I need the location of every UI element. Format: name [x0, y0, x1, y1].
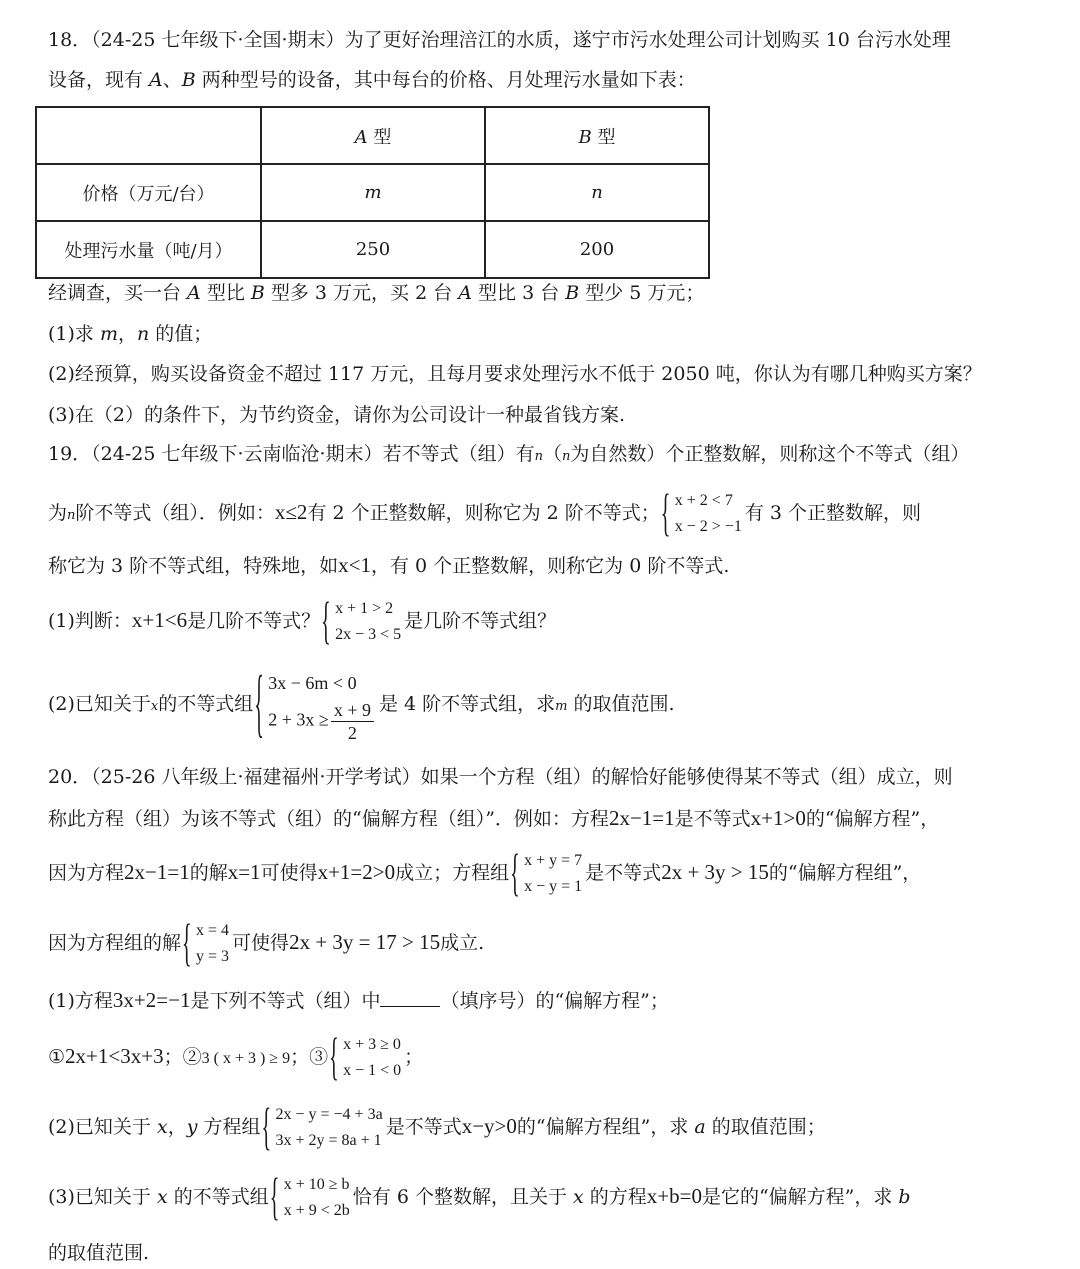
table-header-row [36, 107, 709, 164]
table-cell [36, 107, 261, 164]
q18-device-table [35, 106, 710, 279]
q19-line2: 为n阶不等式（组）．例如：x≤2有 2 个正整数解，则称它为 2 阶不等式； { x + 2 < 7 x − 2 > −1 有 3 个正整数解，则 [48, 486, 921, 542]
q20-p2-system: { 2x − y = −4 + 3a 3x + 2y = 8a + 1 [263, 1102, 382, 1154]
q19-p2-system: { 3x − 6m < 0 2 + 3x ≥ $\frac{x + 9}{2}$ [256, 667, 376, 744]
table-row [36, 221, 709, 278]
table-header-b: B 型 [485, 107, 709, 164]
table-cell: 250 [261, 221, 485, 278]
table-row [36, 164, 709, 221]
table-cell: 200 [485, 221, 709, 278]
q20-part1: (1)方程3x+2=−1是下列不等式（组）中 （填序号）的“偏解方程”； [48, 988, 669, 1012]
q18-survey: 经调查，买一台 A 型比 B 型多 3 万元，买 2 台 A 型比 3 台 B 型少 5 万元； [48, 282, 705, 304]
q18-part2: (2)经预算，购买设备资金不超过 117 万元，且每月要求处理污水不低于 2050 吨，你认为有哪几种购买方案？ [48, 363, 982, 385]
q19-part2: (2)已知关于x的不等式组 { 3x − 6m < 0 2 + 3x ≥ $\frac{x + 9}{2}$ 是 4 阶不等式组，求m 的取值范围. [48, 664, 675, 747]
q20-solution-system: { x = 4 y = 3 [184, 918, 229, 970]
q20-part3: (3)已知关于 x 的不等式组 { x + 10 ≥ b x + 9 < 2b 恰有 6 个整数解，且关于 x 的方程x+b=0是它的“偏解方程”，求 b [48, 1170, 911, 1224]
table-cell: 价格（万元/台） [36, 164, 261, 221]
q20-part2: (2)已知关于 x，y 方程组 { 2x − y = −4 + 3a 3x + 2y = 8a + 1 是不等式x−y>0的“偏解方程组”，求 a 的取值范围； [48, 1100, 826, 1154]
table-cell: m [261, 164, 485, 221]
fraction: $\frac{x + 9}{2}$ [331, 699, 374, 744]
table-cell: n [485, 164, 709, 221]
q18-line1: 18．（24-25 七年级下·全国·期末）为了更好治理涪江的水质，遂宁市污水处理公司计划购买 10 台污水处理 [48, 29, 951, 51]
q20-example-system: { x + y = 7 x − y = 1 [512, 848, 582, 900]
q20-line1: 20．（25-26 八年级上·福建福州·开学考试）如果一个方程（组）的解恰好能够使得某不等式（组）成立，则 [48, 766, 953, 788]
q20-line3: 因为方程2x−1=1的解x=1可使得x+1=2>0成立；方程组 { x + y = 7 x − y = 1 是不等式2x + 3y > 15的“偏解方程组”， [48, 846, 921, 900]
q20-option3-system: { x + 3 ≥ 0 x − 1 < 0 [331, 1032, 401, 1084]
q19-example-system: { x + 2 < 7 x − 2 > −1 [663, 488, 742, 540]
q20-line4: 因为方程组的解 { x = 4 y = 3 可使得2x + 3y = 17 > 15成立. [48, 916, 484, 970]
q19-p1-system: { x + 1 > 2 2x − 3 < 5 [323, 596, 401, 648]
q18-part1: (1)求 m，n 的值； [48, 323, 213, 345]
q20-line2: 称此方程（组）为该不等式（组）的“偏解方程（组）”．例如：方程2x−1=1是不等式x+1>0的“偏解方程”， [48, 806, 940, 830]
answer-blank[interactable] [380, 988, 440, 1007]
table-header-a: A 型 [261, 107, 485, 164]
q18-line2: 设备，现有 A、B 两种型号的设备，其中每台的价格、月处理污水量如下表： [48, 69, 696, 91]
q19-part1: (1)判断：x+1<6是几阶不等式？ { x + 1 > 2 2x − 3 < 5 是几阶不等式组？ [48, 594, 556, 648]
q20-part3-end: 的取值范围. [48, 1242, 150, 1264]
q20-options: ①2x+1<3x+3；②3 ( x + 3 ) ≥ 9；③ { x + 3 ≥ 0 x − 1 < 0 ； [48, 1030, 423, 1085]
q19-line1: 19．（24-25 七年级下·云南临沧·期末）若不等式（组）有n（n为自然数）个正整数解，则称这个不等式（组） [48, 443, 970, 465]
q18-part3: (3)在（2）的条件下，为节约资金，请你为公司设计一种最省钱方案. [48, 404, 626, 426]
q19-line3: 称它为 3 阶不等式组，特殊地，如x<1，有 0 个正整数解，则称它为 0 阶不等式. [48, 553, 730, 577]
q20-p3-system: { x + 10 ≥ b x + 9 < 2b [272, 1172, 350, 1224]
table-cell: 处理污水量（吨/月） [36, 221, 261, 278]
